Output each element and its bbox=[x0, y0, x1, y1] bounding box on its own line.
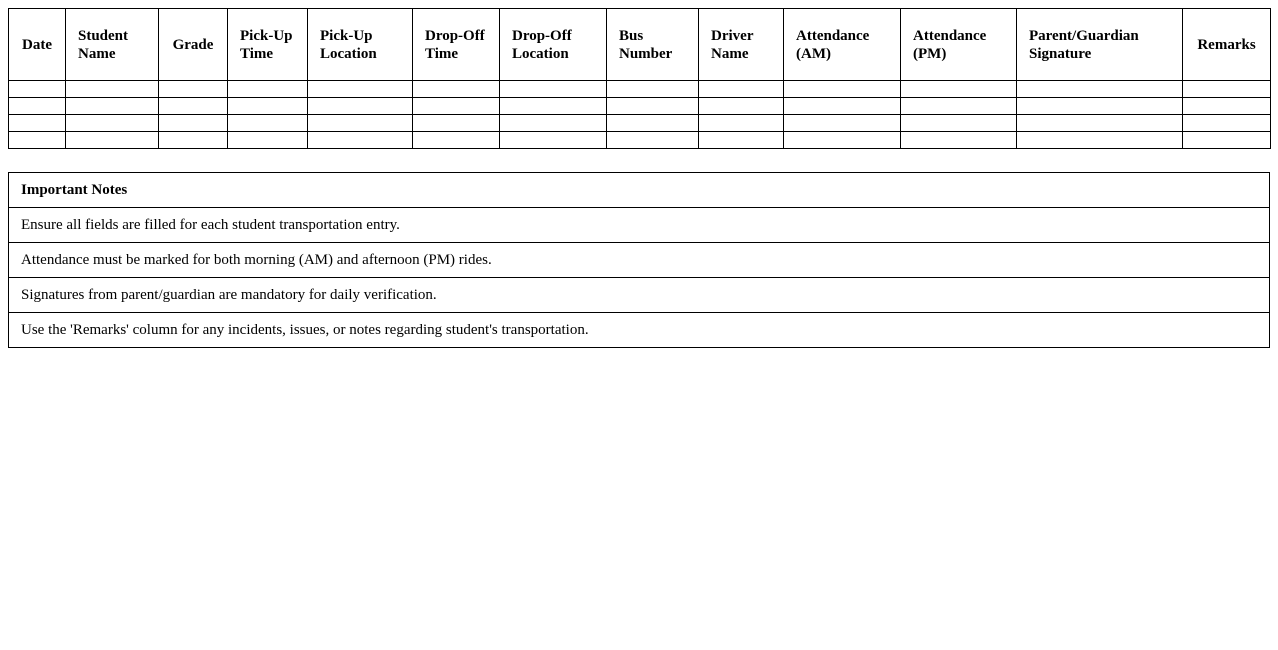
table-cell[interactable] bbox=[66, 132, 159, 149]
note-text: Ensure all fields are filled for each student transportation entry. bbox=[9, 208, 1270, 243]
column-header-drop-off-location: Drop-Off Location bbox=[500, 9, 607, 81]
table-cell[interactable] bbox=[500, 98, 607, 115]
table-cell[interactable] bbox=[1183, 81, 1271, 98]
table-cell[interactable] bbox=[784, 81, 901, 98]
table-cell[interactable] bbox=[784, 98, 901, 115]
table-cell[interactable] bbox=[9, 115, 66, 132]
table-cell[interactable] bbox=[901, 115, 1017, 132]
table-cell[interactable] bbox=[607, 132, 699, 149]
table-cell[interactable] bbox=[607, 115, 699, 132]
column-header-parent-guardian-signature: Parent/Guardian Signature bbox=[1017, 9, 1183, 81]
table-cell[interactable] bbox=[308, 81, 413, 98]
table-body bbox=[9, 81, 1271, 149]
table-cell[interactable] bbox=[228, 115, 308, 132]
column-header-attendance-am: Attendance (AM) bbox=[784, 9, 901, 81]
table-cell[interactable] bbox=[159, 81, 228, 98]
table-cell[interactable] bbox=[9, 132, 66, 149]
table-cell[interactable] bbox=[66, 81, 159, 98]
table-cell[interactable] bbox=[1183, 132, 1271, 149]
note-text: Use the 'Remarks' column for any incidents, issues, or notes regarding student's transportation. bbox=[9, 313, 1270, 348]
table-cell[interactable] bbox=[901, 81, 1017, 98]
table-cell[interactable] bbox=[66, 115, 159, 132]
table-cell[interactable] bbox=[500, 81, 607, 98]
table-cell[interactable] bbox=[228, 132, 308, 149]
table-cell[interactable] bbox=[699, 98, 784, 115]
table-cell[interactable] bbox=[1017, 132, 1183, 149]
table-cell[interactable] bbox=[308, 132, 413, 149]
table-cell[interactable] bbox=[500, 132, 607, 149]
table-row bbox=[9, 81, 1271, 98]
note-row bbox=[9, 243, 1270, 278]
table-cell[interactable] bbox=[901, 132, 1017, 149]
notes-header-row bbox=[9, 173, 1270, 208]
table-cell[interactable] bbox=[413, 132, 500, 149]
table-row bbox=[9, 98, 1271, 115]
column-header-driver-name: Driver Name bbox=[699, 9, 784, 81]
table-row bbox=[9, 115, 1271, 132]
column-header-attendance-pm: Attendance (PM) bbox=[901, 9, 1017, 81]
column-header-student-name: Student Name bbox=[66, 9, 159, 81]
column-header-pick-up-location: Pick-Up Location bbox=[308, 9, 413, 81]
note-text: Signatures from parent/guardian are mandatory for daily verification. bbox=[9, 278, 1270, 313]
table-cell[interactable] bbox=[784, 132, 901, 149]
column-header-grade: Grade bbox=[159, 9, 228, 81]
table-cell[interactable] bbox=[159, 115, 228, 132]
table-cell[interactable] bbox=[1183, 115, 1271, 132]
column-header-drop-off-time: Drop-Off Time bbox=[413, 9, 500, 81]
note-row bbox=[9, 313, 1270, 348]
table-cell[interactable] bbox=[699, 81, 784, 98]
important-notes-table bbox=[8, 172, 1270, 348]
transportation-log-table bbox=[8, 8, 1271, 149]
table-header-row bbox=[9, 9, 1271, 81]
note-text: Attendance must be marked for both morning (AM) and afternoon (PM) rides. bbox=[9, 243, 1270, 278]
table-cell[interactable] bbox=[901, 98, 1017, 115]
table-cell[interactable] bbox=[228, 98, 308, 115]
table-cell[interactable] bbox=[9, 98, 66, 115]
table-cell[interactable] bbox=[1017, 81, 1183, 98]
table-cell[interactable] bbox=[1183, 98, 1271, 115]
table-cell[interactable] bbox=[228, 81, 308, 98]
table-cell[interactable] bbox=[1017, 98, 1183, 115]
table-cell[interactable] bbox=[413, 81, 500, 98]
table-cell[interactable] bbox=[159, 98, 228, 115]
table-cell[interactable] bbox=[308, 115, 413, 132]
table-cell[interactable] bbox=[607, 81, 699, 98]
table-cell[interactable] bbox=[413, 115, 500, 132]
table-cell[interactable] bbox=[607, 98, 699, 115]
note-row bbox=[9, 278, 1270, 313]
column-header-remarks: Remarks bbox=[1183, 9, 1271, 81]
table-cell[interactable] bbox=[413, 98, 500, 115]
note-row bbox=[9, 208, 1270, 243]
table-cell[interactable] bbox=[784, 115, 901, 132]
notes-title: Important Notes bbox=[9, 173, 1270, 208]
table-cell[interactable] bbox=[500, 115, 607, 132]
column-header-pick-up-time: Pick-Up Time bbox=[228, 9, 308, 81]
column-header-date: Date bbox=[9, 9, 66, 81]
table-cell[interactable] bbox=[9, 81, 66, 98]
table-cell[interactable] bbox=[699, 132, 784, 149]
table-cell[interactable] bbox=[308, 98, 413, 115]
table-cell[interactable] bbox=[699, 115, 784, 132]
table-cell[interactable] bbox=[1017, 115, 1183, 132]
table-cell[interactable] bbox=[66, 98, 159, 115]
table-row bbox=[9, 132, 1271, 149]
table-cell[interactable] bbox=[159, 132, 228, 149]
column-header-bus-number: Bus Number bbox=[607, 9, 699, 81]
